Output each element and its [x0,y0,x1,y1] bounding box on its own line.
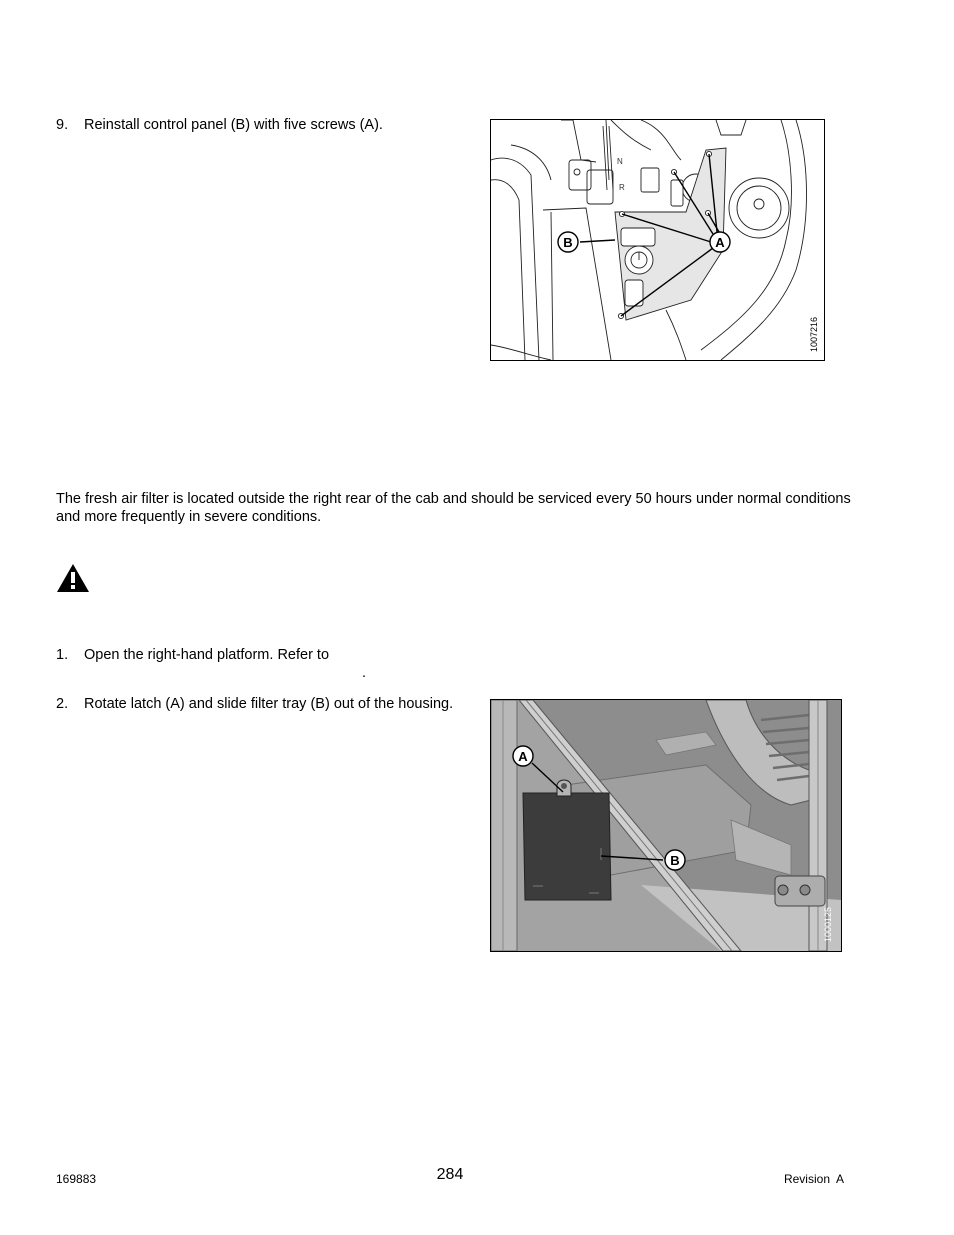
control-panel-illustration [491,120,824,360]
callout-a-label: A [518,749,528,764]
step-text-end: . [362,665,367,681]
callout-a [513,746,533,766]
intro-paragraph: The fresh air filter is located outside the right rear of the cab and should be serviced every 50 hours under normal conditions and more frequently in severe conditions. [56,491,851,525]
step-text: Open the right-hand platform. Refer to [84,647,330,663]
doc-number: 169883 [56,1172,97,1186]
svg-text:R: R [619,183,625,192]
air-filter-figure [490,699,842,952]
callout-b [558,232,578,252]
warning-triangle-icon [56,563,90,593]
step-text: Reinstall control panel (B) with five screws (A). [84,117,383,133]
step-1 [56,646,456,682]
svg-text:N: N [617,157,623,166]
step-number: 1. [56,647,69,663]
revision-label: Revision A [783,1172,844,1186]
step-text: Rotate latch (A) and slide filter tray (B) out of the housing. [84,696,454,712]
callout-b [665,850,685,870]
callout-b-label: B [563,235,573,250]
step-2 [56,695,456,713]
figure-id: 1007216 [809,316,819,352]
page-number: 284 [436,1166,464,1183]
control-panel-figure [490,119,825,361]
callout-b-label: B [670,853,680,868]
step-number: 2. [56,696,69,712]
callout-a [710,232,730,252]
callout-a-label: A [715,235,725,250]
air-filter-illustration [491,700,841,951]
figure-id: 1000125 [823,906,833,942]
step-number: 9. [56,117,69,133]
